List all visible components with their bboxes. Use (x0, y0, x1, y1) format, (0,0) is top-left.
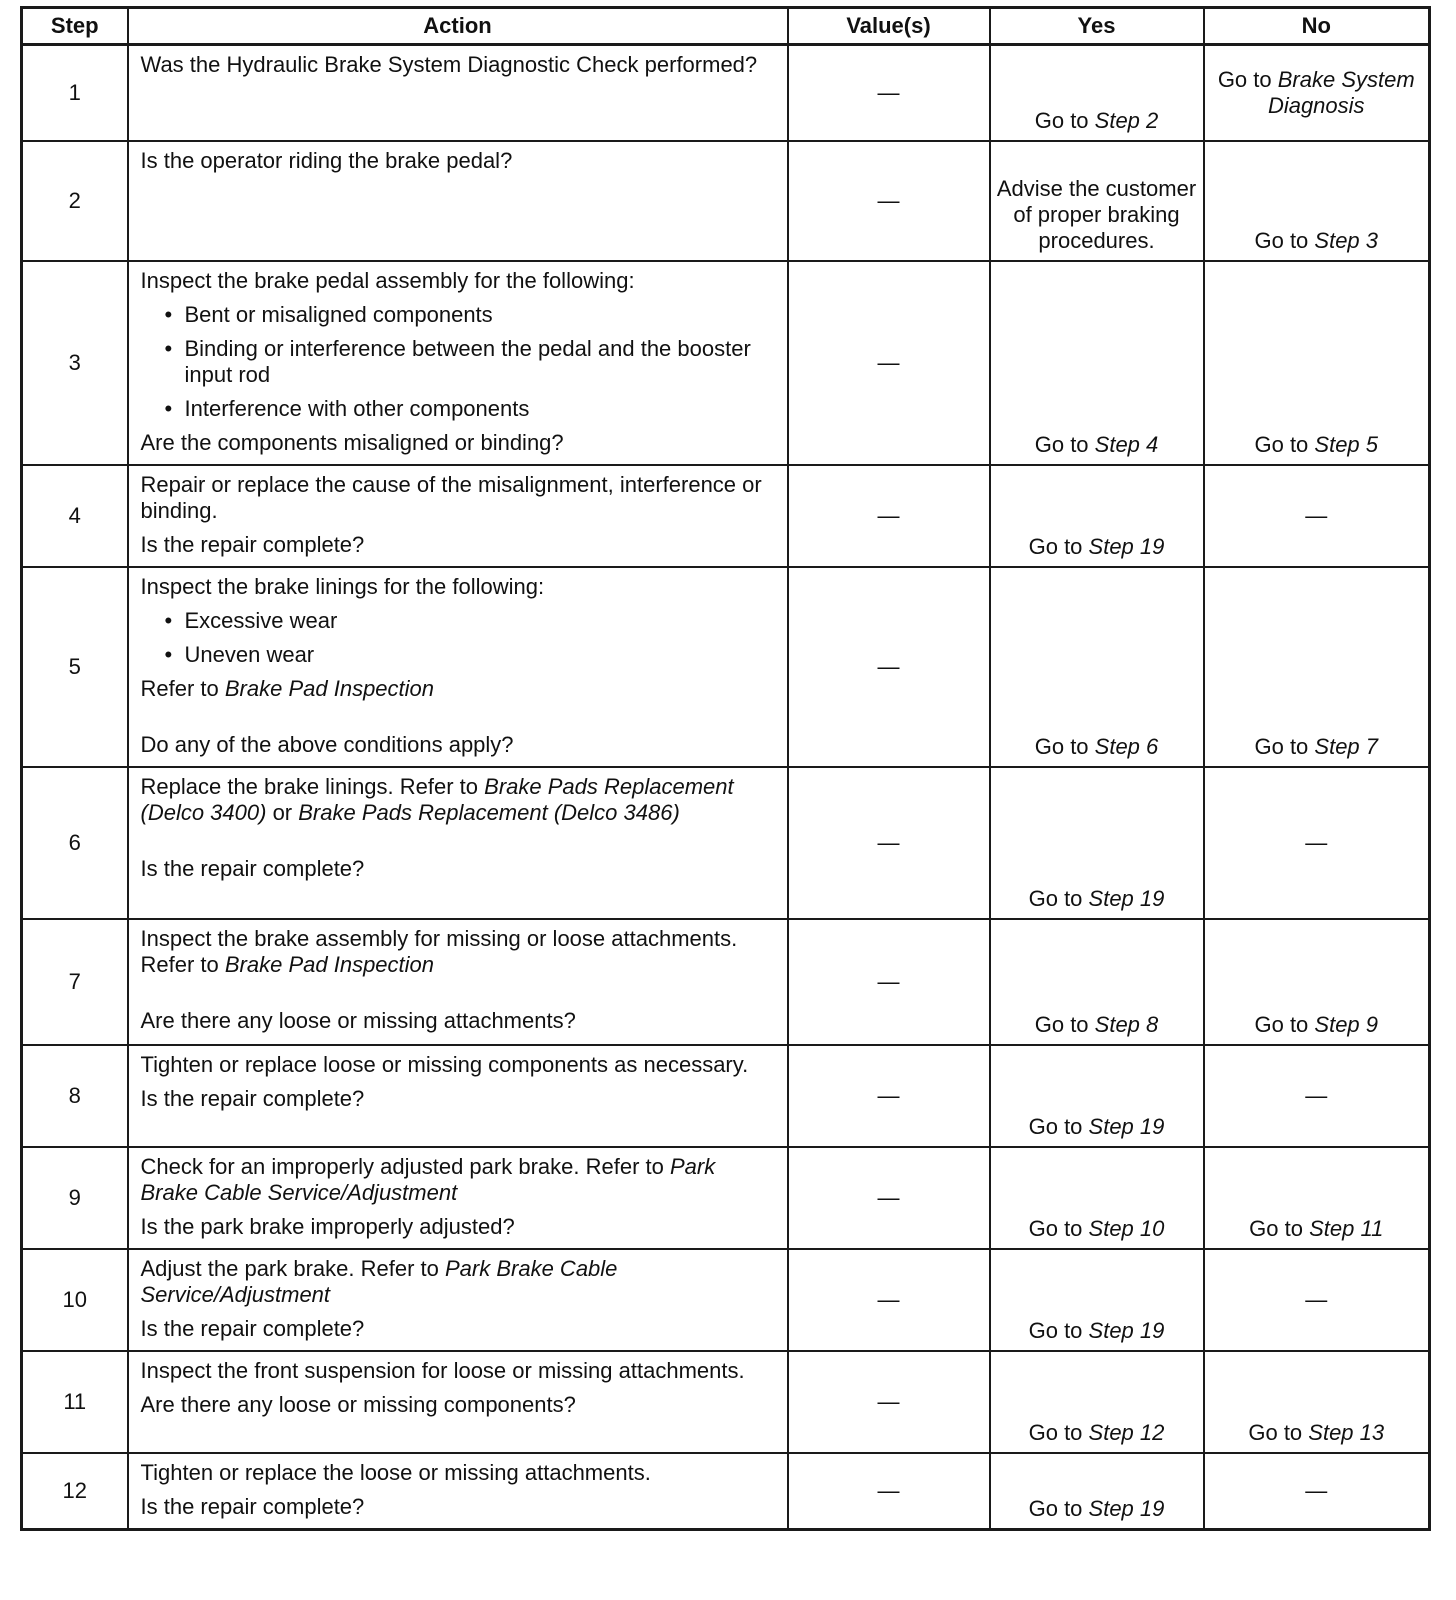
header-no: No (1204, 8, 1430, 45)
action-text-prefix: Replace the brake linings. Refer to (140, 773, 485, 799)
goto-prefix: Go to (1028, 1113, 1089, 1139)
table-row (22, 45, 1430, 141)
action-text: Inspect the front suspension for loose or missing attachments. (140, 1357, 745, 1383)
no-cell (1204, 919, 1430, 1045)
yes-cell (990, 261, 1204, 465)
value-cell: — (788, 1249, 990, 1351)
action-question: Are the components misaligned or binding? (140, 429, 564, 455)
goto-prefix: Go to (1217, 66, 1278, 92)
procedure-link[interactable]: Brake Pads Replacement (Delco 3400) (140, 773, 734, 825)
goto-prefix: Go to (1034, 733, 1095, 759)
step-number: 6 (22, 767, 128, 919)
action-cell (128, 141, 788, 261)
value-cell: — (788, 1147, 990, 1249)
yes-cell (990, 567, 1204, 767)
goto-prefix: Go to (1028, 533, 1089, 559)
action-text: Tighten or replace loose or missing components as necessary. (140, 1051, 749, 1077)
goto-prefix: Go to (1028, 1317, 1089, 1343)
step-number: 3 (22, 261, 128, 465)
step-link[interactable]: Step 11 (1309, 1215, 1384, 1241)
action-question: Is the repair complete? (140, 1493, 365, 1519)
step-number: 2 (22, 141, 128, 261)
yes-cell (990, 465, 1204, 567)
action-text-prefix: Adjust the park brake. Refer to (140, 1255, 445, 1281)
goto-prefix: Go to (1034, 107, 1095, 133)
action-text-prefix: Inspect the brake assembly for missing or loose attachments. Refer to (140, 925, 738, 977)
action-cell (128, 1453, 788, 1530)
goto-prefix: Go to (1254, 1011, 1315, 1037)
table-row (22, 141, 1430, 261)
action-question: Are there any loose or missing components? (140, 1391, 576, 1417)
procedure-link[interactable]: Brake Pads Replacement (Delco 3486) (298, 799, 680, 825)
action-text (141, 926, 773, 978)
yes-cell (990, 767, 1204, 919)
list-item: • Bent or misaligned components (165, 302, 773, 328)
step-link[interactable]: Step 13 (1308, 1419, 1385, 1445)
goto-prefix: Go to (1028, 1419, 1089, 1445)
action-question: Are there any loose or missing attachments? (140, 1007, 576, 1033)
list-item: • Excessive wear (165, 608, 773, 634)
action-question: Do any of the above conditions apply? (140, 731, 514, 757)
value-cell: — (788, 261, 990, 465)
header-step: Step (22, 8, 128, 45)
step-link[interactable]: Step 5 (1314, 431, 1379, 457)
procedure-link[interactable]: Park Brake Cable Service/Adjustment (140, 1153, 716, 1205)
no-cell: — (1204, 767, 1430, 919)
table-row (22, 567, 1430, 767)
value-cell: — (788, 465, 990, 567)
yes-cell (990, 1147, 1204, 1249)
step-link[interactable]: Step 19 (1088, 1317, 1165, 1343)
step-number: 4 (22, 465, 128, 567)
action-cell (128, 261, 788, 465)
step-link[interactable]: Step 3 (1314, 227, 1379, 253)
action-text (141, 774, 773, 826)
header-yes: Yes (990, 8, 1204, 45)
action-cell (128, 465, 788, 567)
step-link[interactable]: Step 7 (1314, 733, 1379, 759)
step-link[interactable]: Step 19 (1088, 1113, 1165, 1139)
step-number: 7 (22, 919, 128, 1045)
action-cell (128, 1249, 788, 1351)
goto-prefix: Go to (1034, 431, 1095, 457)
action-intro: Inspect the brake pedal assembly for the following: (140, 267, 635, 293)
step-link[interactable]: Step 19 (1088, 885, 1165, 911)
value-cell: — (788, 141, 990, 261)
table-row (22, 767, 1430, 919)
bullet-list (141, 302, 773, 422)
yes-cell (990, 1453, 1204, 1530)
table-row (22, 1249, 1430, 1351)
procedure-link[interactable]: Brake System Diagnosis (1267, 66, 1415, 118)
action-text: Was the Hydraulic Brake System Diagnostic Check performed? (140, 52, 758, 77)
no-cell (1204, 261, 1430, 465)
step-link[interactable]: Step 8 (1094, 1011, 1159, 1037)
step-link[interactable]: Step 6 (1094, 733, 1159, 759)
value-cell: — (788, 1045, 990, 1147)
step-link[interactable]: Step 12 (1088, 1419, 1165, 1445)
action-cell (128, 1045, 788, 1147)
action-text: Is the operator riding the brake pedal? (140, 147, 513, 173)
yes-cell (990, 1249, 1204, 1351)
table-row (22, 1351, 1430, 1453)
refer-prefix: Refer to (140, 675, 225, 701)
goto-prefix: Go to (1248, 1419, 1309, 1445)
value-cell: — (788, 1351, 990, 1453)
value-cell: — (788, 567, 990, 767)
action-reference (141, 676, 773, 702)
step-link[interactable]: Step 4 (1094, 431, 1159, 457)
step-number: 12 (22, 1453, 128, 1530)
action-question: Is the park brake improperly adjusted? (140, 1213, 515, 1239)
action-cell (128, 919, 788, 1045)
step-link[interactable]: Step 19 (1088, 1495, 1165, 1521)
action-question: Is the repair complete? (140, 1315, 365, 1341)
diagnostic-table (20, 6, 1431, 1531)
no-cell (1204, 141, 1430, 261)
step-number: 10 (22, 1249, 128, 1351)
header-values: Value(s) (788, 8, 990, 45)
bullet-list (141, 608, 773, 668)
action-cell (128, 567, 788, 767)
goto-prefix: Go to (1249, 1215, 1310, 1241)
header-row (22, 8, 1430, 45)
no-cell: — (1204, 1249, 1430, 1351)
action-cell (128, 45, 788, 141)
value-cell: — (788, 919, 990, 1045)
no-cell: — (1204, 1453, 1430, 1530)
procedure-link[interactable]: Brake Pad Inspection (224, 675, 435, 701)
no-cell (1204, 567, 1430, 767)
step-link[interactable]: Step 10 (1088, 1215, 1165, 1241)
value-cell: — (788, 45, 990, 141)
goto-prefix: Go to (1254, 431, 1315, 457)
action-text-prefix: Check for an improperly adjusted park brake. Refer to (140, 1153, 670, 1179)
action-text (141, 1154, 773, 1206)
no-cell: — (1204, 465, 1430, 567)
table-row (22, 919, 1430, 1045)
goto-prefix: Go to (1254, 227, 1315, 253)
action-text: Repair or replace the cause of the misalignment, interference or binding. (140, 471, 762, 523)
no-cell (1204, 1147, 1430, 1249)
no-cell (1204, 1351, 1430, 1453)
action-text (141, 1256, 773, 1308)
action-cell (128, 1351, 788, 1453)
list-item: • Interference with other components (165, 396, 773, 422)
goto-prefix: Go to (1028, 1495, 1089, 1521)
action-question: Is the repair complete? (140, 855, 365, 881)
table-row (22, 261, 1430, 465)
action-question: Is the repair complete? (140, 1085, 365, 1111)
value-cell: — (788, 1453, 990, 1530)
table-row (22, 465, 1430, 567)
no-cell (1204, 45, 1430, 141)
table-row (22, 1453, 1430, 1530)
step-number: 11 (22, 1351, 128, 1453)
list-item: • Uneven wear (165, 642, 773, 668)
goto-prefix: Go to (1028, 885, 1089, 911)
yes-cell: Advise the customer of proper braking procedures. (990, 141, 1204, 261)
procedure-link[interactable]: Brake Pad Inspection (224, 951, 435, 977)
action-question: Is the repair complete? (140, 531, 365, 557)
step-number: 1 (22, 45, 128, 141)
yes-cell (990, 1351, 1204, 1453)
yes-cell (990, 919, 1204, 1045)
step-number: 8 (22, 1045, 128, 1147)
no-cell: — (1204, 1045, 1430, 1147)
step-number: 5 (22, 567, 128, 767)
yes-cell (990, 45, 1204, 141)
yes-cell (990, 1045, 1204, 1147)
action-intro: Inspect the brake linings for the following: (140, 573, 545, 599)
step-link[interactable]: Step 2 (1094, 107, 1159, 133)
action-text: Tighten or replace the loose or missing attachments. (140, 1459, 651, 1485)
procedure-link[interactable]: Park Brake Cable Service/Adjustment (140, 1255, 618, 1307)
goto-prefix: Go to (1254, 733, 1315, 759)
table-row (22, 1147, 1430, 1249)
value-cell: — (788, 767, 990, 919)
action-text-joiner: or (266, 799, 299, 825)
step-number: 9 (22, 1147, 128, 1249)
step-link[interactable]: Step 9 (1314, 1011, 1379, 1037)
header-action: Action (128, 8, 788, 45)
action-cell (128, 1147, 788, 1249)
table-row (22, 1045, 1430, 1147)
goto-prefix: Go to (1028, 1215, 1089, 1241)
list-item: • Binding or interference between the pedal and the booster input rod (165, 336, 773, 388)
goto-prefix: Go to (1034, 1011, 1095, 1037)
step-link[interactable]: Step 19 (1088, 533, 1165, 559)
action-cell (128, 767, 788, 919)
